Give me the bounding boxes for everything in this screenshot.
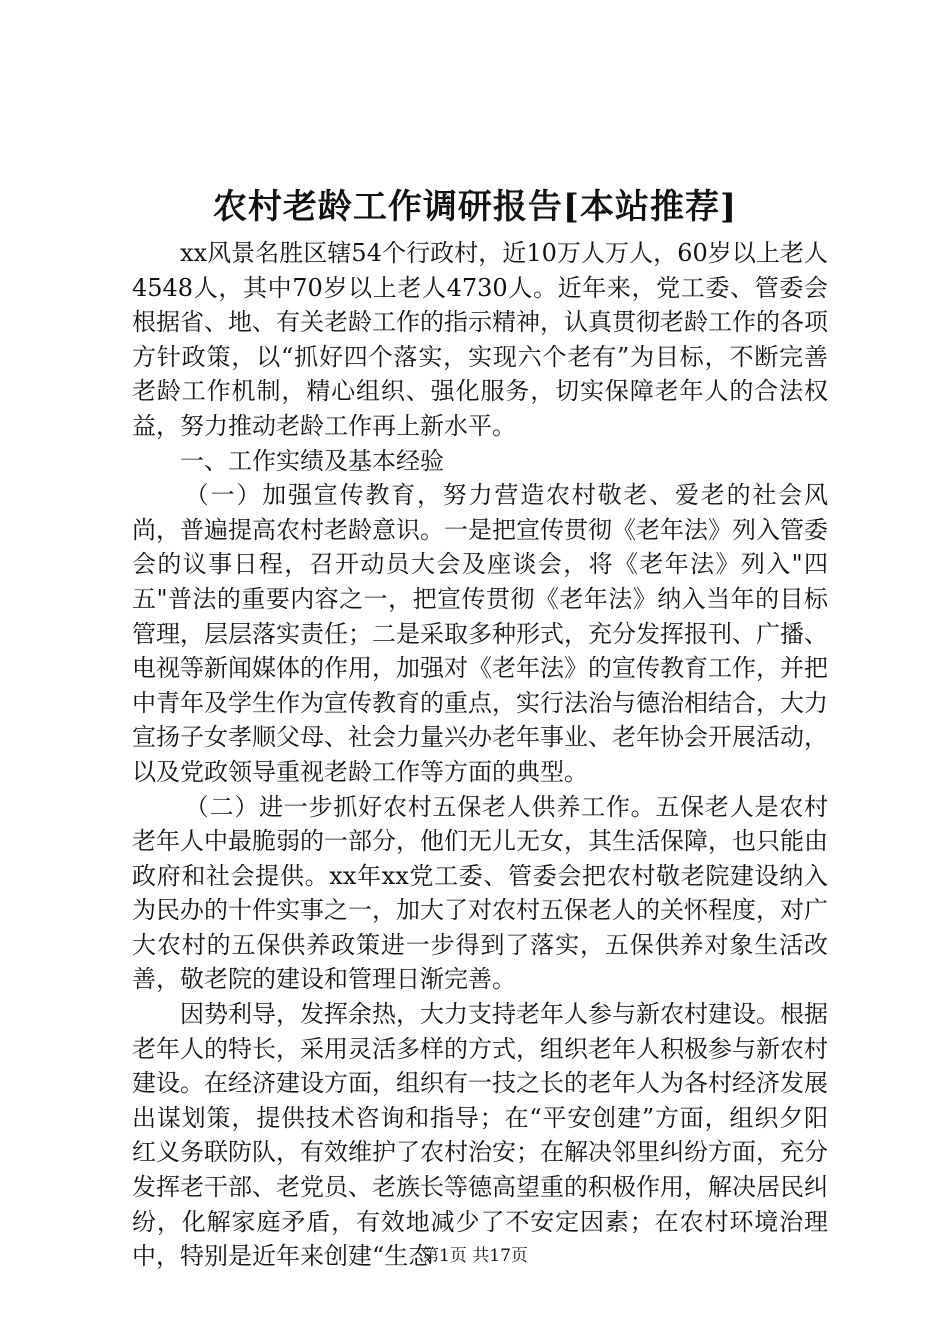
paragraph-publicity: （一）加强宣传教育，努力营造农村敬老、爱老的社会风尚，普遍提高农村老龄意识。一是把宣传贯彻《老年法》列入管委会的议事日程，召开动员大会及座谈会，将《老年法》列入"四五"普法的重要内容之一，把宣传贯彻《老年法》纳入当年的目标管理，层层落实责任；二是采取多种形式，充分发挥报刊、广播、电视等新闻媒体的作用，加强对《老年法》的宣传教育工作，并把中青年及学生作为宣传教育的重点，实行法治与德治相结合，大力宣扬子女孝顺父母、社会力量兴办老年事业、老年协会开展活动，以及党政领导重视老龄工作等方面的典型。 [132, 481, 828, 786]
paragraph-five-guarantees: （二）进一步抓好农村五保老人供养工作。五保老人是农村老年人中最脆弱的一部分，他们无儿无女，其生活保障，也只能由政府和社会提供。xx年xx党工委、管委会把农村敬老院建设纳入为民办的十件实事之一，加大了对农村五保老人的关怀程度，对广大农村的五保供养政策进一步得到了落实，五保供养对象生活改善，敬老院的建设和管理日渐完善。 [132, 792, 828, 994]
section-heading: 一、工作实绩及基本经验 [180, 446, 444, 475]
paragraph-participation: 因势利导，发挥余热，大力支持老年人参与新农村建设。根据老年人的特长，采用灵活多样的方式，组织老年人积极参与新农村建设。在经济建设方面，组织有一技之长的老年人为各村经济发展出谋划策，提供技术咨询和指导；在“平安创建”方面，组织夕阳红义务联防队，有效维护了农村治安；在解决邻里纠纷方面，充分发挥老干部、老党员、老族长等德高望重的积极作用，解决居民纠纷，化解家庭矛盾，有效地减少了不安定因素；在农村环境治理中，特别是近年来创建“生态 [132, 1000, 828, 1271]
paragraph-intro: xx风景名胜区辖54个行政村，近10万人万人，60岁以上老人4548人，其中70岁以上老人4730人。近年来，党工委、管委会根据省、地、有关老龄工作的指示精神，认真贯彻老龄工作的各项方针政策，以“抓好四个落实，实现六个老有”为目标，不断完善老龄工作机制，精心组织、强化服务，切实保障老年人的合法权益，努力推动老龄工作再上新水平。 [132, 239, 828, 440]
document-body [132, 236, 828, 1274]
document-title: 农村老龄工作调研报告[本站推荐] [212, 187, 738, 227]
page-footer: 第1页 共17页 [422, 1246, 528, 1266]
